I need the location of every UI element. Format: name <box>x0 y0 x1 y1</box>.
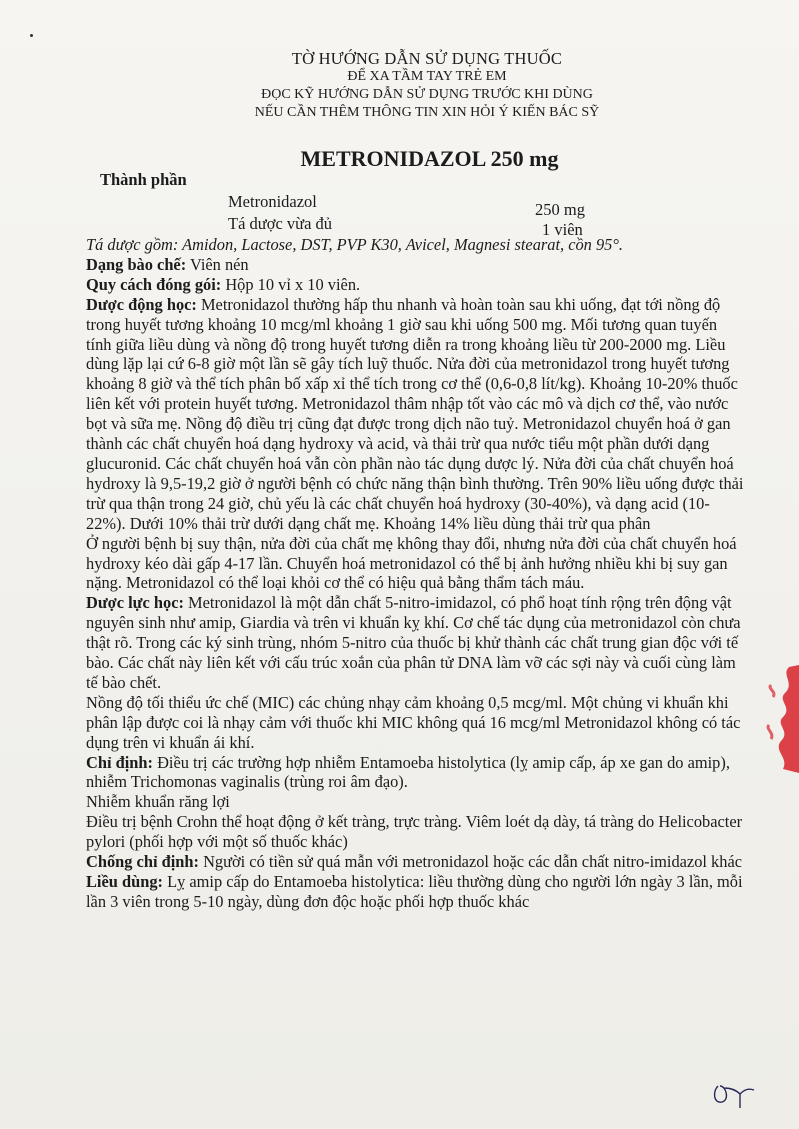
indications-label: Chỉ định: <box>86 752 153 772</box>
leaflet-body <box>86 235 746 912</box>
pharmacokinetics-label: Dược động học: <box>86 294 197 314</box>
ingredient-name-2: Tá dược vừa đủ <box>228 214 333 233</box>
dosage-label: Liều dùng: <box>86 872 163 891</box>
contraindications-text: Người có tiền sử quá mẫn với metronidazol hoặc các dẫn chất nitro-imidazol khác <box>198 852 742 872</box>
packaging <box>86 275 746 295</box>
dosage-para <box>86 872 746 912</box>
leaflet-header <box>0 50 799 122</box>
ingredient-name-1: Metronidazol <box>228 192 317 211</box>
packaging-label: Quy cách đóng gói: <box>86 274 222 294</box>
dosage-form-value: Viên nén <box>186 254 249 274</box>
indications-para-1 <box>86 753 746 793</box>
indications-para-2: Nhiễm khuẩn răng lợi <box>86 792 230 812</box>
speck <box>30 34 33 37</box>
excipients-line: Tá dược gồm: Amidon, Lactose, DST, PVP K30, Avicel, Magnesi stearat, cồn 95°. <box>86 235 624 254</box>
header-line-1: TỜ HƯỚNG DẪN SỬ DỤNG THUỐC <box>291 49 563 68</box>
header-line-4: NẾU CẦN THÊM THÔNG TIN XIN HỎI Ý KIẾN BÁC SỸ <box>254 105 600 120</box>
pharmacodynamics-text-1: Metronidazol là một dẫn chất 5-nitro-imidazol, có phổ hoạt tính rộng trên động vật nguyên sinh như amip, Giardia và trên vi khuẩn kỵ khí. Cơ chế tác dụng của metronidazol còn chưa thật rõ. Trong các ký sinh trùng, nhóm 5-nitro của thuốc bị khử thành các chất trung gian độc với tế bào. Các chất này liên kết với cấu trúc xoắn của phân tử DNA làm vỡ các sợi này và cuối cùng làm tế bào chết. <box>86 593 741 692</box>
indications-para-3: Điều trị bệnh Crohn thể hoạt động ở kết tràng, trực tràng. Viêm loét dạ dày, tá tràng do Helicobacter pylori (phối hợp với một số thuốc khác) <box>86 812 743 852</box>
pharmacokinetics-para-2: Ở người bệnh bị suy thận, nửa đời của chất mẹ không thay đổi, nhưng nửa đời của chất chuyển hoá hydroxy kéo dài gấp 4-17 lần. Chuyển hoá metronidazol có thể bị ảnh hưởng nhiều khi bị suy gan nặng. Metronidazol có thể loại khỏi cơ thể có hiệu quả bằng thẩm tách máu. <box>86 533 737 593</box>
header-line-3: ĐỌC KỸ HƯỚNG DẪN SỬ DỤNG TRƯỚC KHI DÙNG <box>261 87 593 102</box>
pharmacokinetics-text-1: Metronidazol thường hấp thu nhanh và hoàn toàn sau khi uống, đạt tới nồng độ trong huyết tương khoảng 10 mcg/ml khoảng 1 giờ sau khi uống 500 mg. Mối tương quan tuyến tính giữa liều dùng và nồng độ trong huyết tương diễn ra trong khoảng liều từ 200-2000 mg. Liều dùng lặp lại cứ 6-8 giờ một lần sẽ gây tích luỹ thuốc. Nửa đời của metronidazol trong huyết tương khoảng 8 giờ và thể tích phân bố xấp xỉ thể tích trong cơ thể (0,6-0,8 lít/kg). Khoảng 10-20% thuốc liên kết với protein huyết tương. Metronidazol thâm nhập tốt vào các mô và dịch cơ thể, vào nước bọt và sữa mẹ. Nồng độ điều trị cũng đạt được trong dịch não tuỷ. Metronidazol chuyển hoá ở gan thành các chất chuyển hoá dạng hydroxy và acid, và thải trừ qua nước tiểu một phần dưới dạng glucuronid. Các chất chuyển hoá vẫn còn phần nào tác dụng dược lý. Nửa đời của chất chuyển hoá hydroxy là 9,5-19,2 giờ ở người bệnh có chức năng thận bình thường. Trên 90% liều uống được thải trừ qua thận trong 24 giờ, chủ yếu là các chất chuyển hoá hydroxy (30-40%), và dạng acid (10-22%). Dưới 10% thải trừ dưới dạng chất mẹ. Khoảng 14% liều dùng thải trừ qua phân <box>86 294 744 533</box>
composition-heading: Thành phần <box>100 170 187 189</box>
pharmacodynamics-para-2: Nồng độ tối thiểu ức chế (MIC) các chủng nhạy cảm khoảng 0,5 mcg/ml. Một chủng vi khuẩn khi phân lập được coi là nhạy cảm với thuốc khi MIC không quá 16 mcg/ml Metronidazol không có tác dụng trên vi khuẩn ái khí. <box>86 692 741 752</box>
packaging-value: Hộp 10 vỉ x 10 viên. <box>221 274 361 294</box>
red-ink-stamp-edge <box>759 665 799 775</box>
indications-text-1: Điều trị các trường hợp nhiễm Entamoeba histolytica (lỵ amip cấp, áp xe gan do amip), nhiễm Trichomonas vaginalis (trùng roi âm đạo). <box>86 752 730 792</box>
dosage-form-label: Dạng bào chế: <box>86 254 187 274</box>
handwritten-initial <box>710 1078 760 1112</box>
dosage-form <box>86 255 746 275</box>
pharmacodynamics-para-1 <box>86 593 746 693</box>
contraindications-label: Chống chỉ định: <box>86 852 199 872</box>
dosage-text: Lỵ amip cấp do Entamoeba histolytica: liều thường dùng cho người lớn ngày 3 lần, mỗi lần 3 viên trong 5-10 ngày, dùng đơn độc hoặc phối hợp thuốc khác <box>86 872 743 911</box>
pharmacokinetics-para-1 <box>86 295 746 534</box>
pharmacodynamics-label: Dược lực học: <box>86 593 184 613</box>
ingredient-amount-1: 250 mg <box>535 200 585 219</box>
ingredient-amount-2: 1 viên <box>542 220 583 239</box>
drug-title: METRONIDAZOL 250 mg <box>300 146 559 171</box>
contraindications-para <box>86 852 746 872</box>
header-line-2: ĐỂ XA TẦM TAY TRẺ EM <box>347 69 507 84</box>
